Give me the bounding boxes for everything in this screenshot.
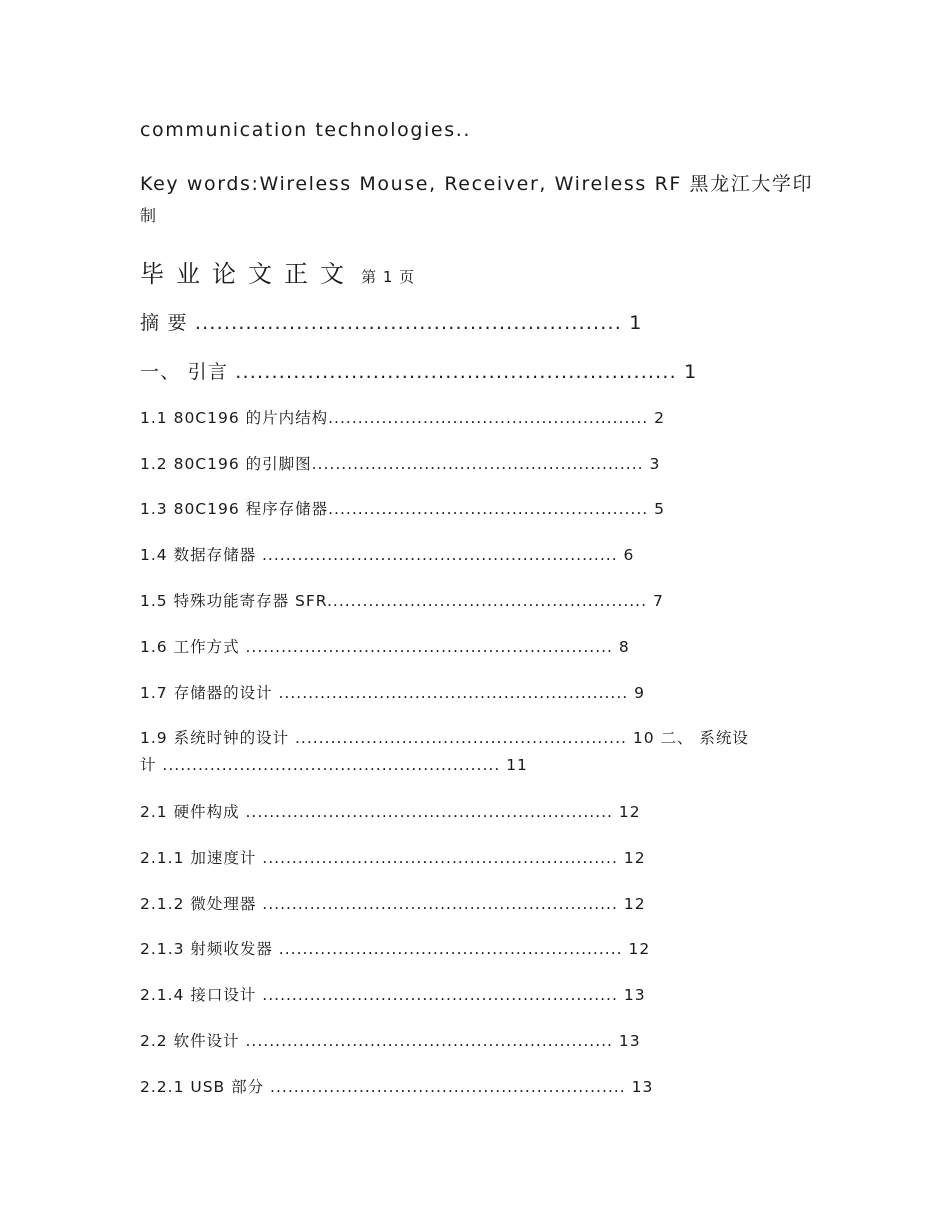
toc-entry-abstract: 摘 要 ........................................................... 1 <box>140 312 643 334</box>
toc-entry: 1.6 工作方式 .............................................................. 8 <box>140 638 630 656</box>
body-title: 毕业论文正文 <box>140 260 356 288</box>
toc-entry: 1.1 80C196 的片内结构...................................................... 2 <box>140 409 665 427</box>
toc-entry: 2.1.4 接口设计 ............................................................ 13 <box>140 986 646 1004</box>
toc-entry: 2.2 软件设计 .............................................................. 13 <box>140 1032 641 1050</box>
toc-entry: 1.2 80C196 的引脚图........................................................ 3 <box>140 455 661 473</box>
toc-entry: 2.2.1 USB 部分 ............................................................ 13 <box>140 1078 654 1096</box>
toc-entry: 2.1.3 射频收发器 .......................................................... 12 <box>140 940 651 958</box>
toc-entry: 2.1 硬件构成 .............................................................. 12 <box>140 803 641 821</box>
toc-entry: 1.9 系统时钟的设计 ........................................................ 10 二、 系统设 <box>140 729 749 747</box>
toc-entry: 1.3 80C196 程序存储器...................................................... 5 <box>140 500 665 518</box>
keywords-line: Key words:Wireless Mouse, Receiver, Wireless RF 黑龙江大学印 <box>140 173 814 195</box>
body-heading <box>140 254 415 289</box>
body-title-page-note: 第 1 页 <box>361 268 416 286</box>
abstract-tail-text: communication technologies.. <box>140 119 471 141</box>
toc-entry: 2.1.2 微处理器 ............................................................ 12 <box>140 895 646 913</box>
toc-entry: 1.5 特殊功能寄存器 SFR...................................................... 7 <box>140 592 664 610</box>
toc-entry-intro: 一、 引言 ............................................................. 1 <box>140 361 698 383</box>
toc-entry: 1.4 数据存储器 ............................................................ 6 <box>140 546 635 564</box>
toc-entry: 计 ......................................................... 11 <box>140 756 528 774</box>
toc-entry: 2.1.1 加速度计 ............................................................ 12 <box>140 849 646 867</box>
toc-entry: 1.7 存储器的设计 ........................................................... 9 <box>140 684 645 702</box>
keywords-line-continued: 制 <box>140 206 157 225</box>
